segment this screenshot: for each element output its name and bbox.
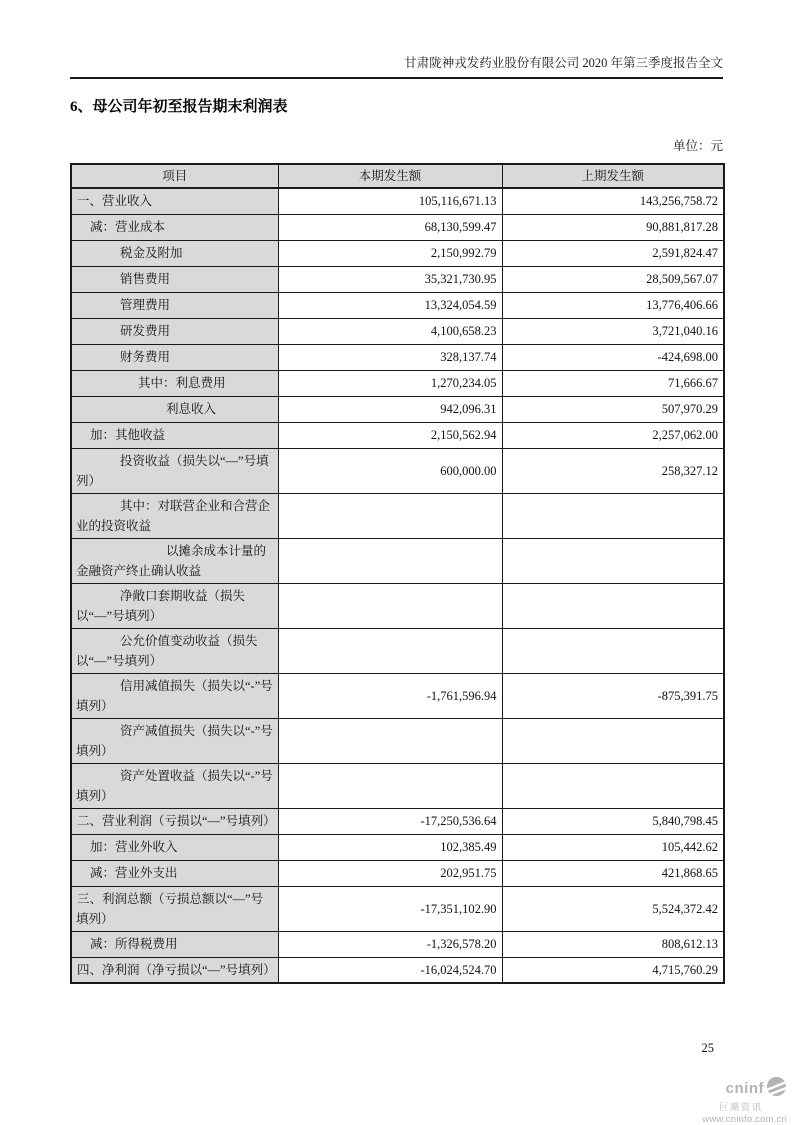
prior-period-value (502, 493, 724, 538)
table-row (71, 673, 724, 718)
row-label: 加：其他收益 (71, 422, 278, 448)
current-period-value (278, 718, 502, 763)
row-label: 减：营业成本 (71, 214, 278, 240)
cninfo-swirl-icon (766, 1076, 787, 1101)
current-period-value: 4,100,658.23 (278, 318, 502, 344)
table-row (71, 834, 724, 860)
table-row (71, 763, 724, 808)
row-label: 利息收入 (71, 396, 278, 422)
current-period-value: -1,326,578.20 (278, 931, 502, 957)
row-label: 信用减值损失（损失以“-”号填列） (71, 673, 278, 718)
prior-period-value: 5,840,798.45 (502, 808, 724, 834)
prior-period-value: 5,524,372.42 (502, 886, 724, 931)
current-period-value: 1,270,234.05 (278, 370, 502, 396)
prior-period-value: 507,970.29 (502, 396, 724, 422)
unit-label: 单位：元 (672, 139, 723, 153)
page-number: 25 (701, 1041, 714, 1055)
prior-period-value: 421,868.65 (502, 860, 724, 886)
prior-period-value (502, 763, 724, 808)
table-row (71, 292, 724, 318)
prior-period-value (502, 583, 724, 628)
prior-period-value: 13,776,406.66 (502, 292, 724, 318)
row-label: 公允价值变动收益（损失以“—”号填列） (71, 628, 278, 673)
prior-period-value: 143,256,758.72 (502, 188, 724, 214)
current-period-value: -17,351,102.90 (278, 886, 502, 931)
current-period-value: 105,116,671.13 (278, 188, 502, 214)
current-period-value (278, 628, 502, 673)
prior-period-value: 258,327.12 (502, 448, 724, 493)
row-label: 四、净利润（净亏损以“—”号填列） (71, 957, 278, 983)
table-row (71, 266, 724, 292)
table-row (71, 318, 724, 344)
row-label: 管理费用 (71, 292, 278, 318)
prior-period-value (502, 718, 724, 763)
row-label: 净敞口套期收益（损失以“—”号填列） (71, 583, 278, 628)
table-row (71, 808, 724, 834)
table-header-row (71, 164, 724, 188)
prior-period-value: 2,591,824.47 (502, 240, 724, 266)
table-row (71, 448, 724, 493)
table-row (71, 860, 724, 886)
current-period-value: 35,321,730.95 (278, 266, 502, 292)
section-title: 6、母公司年初至报告期末利润表 (70, 99, 288, 115)
prior-period-value: 4,715,760.29 (502, 957, 724, 983)
prior-period-value: 3,721,040.16 (502, 318, 724, 344)
current-period-value (278, 763, 502, 808)
current-period-value (278, 583, 502, 628)
prior-period-value: -875,391.75 (502, 673, 724, 718)
table-row (71, 718, 724, 763)
current-period-value: -16,024,524.70 (278, 957, 502, 983)
table-row (71, 344, 724, 370)
row-label: 资产处置收益（损失以“-”号填列） (71, 763, 278, 808)
prior-period-value (502, 628, 724, 673)
row-label: 财务费用 (71, 344, 278, 370)
table-body (71, 188, 724, 983)
row-label: 加：营业外收入 (71, 834, 278, 860)
cninfo-brand-chinese: 巨潮资讯 (718, 1102, 763, 1112)
current-period-value: 600,000.00 (278, 448, 502, 493)
table-row (71, 396, 724, 422)
current-period-value (278, 493, 502, 538)
table-row (71, 628, 724, 673)
row-label: 减：所得税费用 (71, 931, 278, 957)
column-header-current-period: 本期发生额 (278, 164, 502, 188)
row-label: 销售费用 (71, 266, 278, 292)
table-row (71, 214, 724, 240)
cninfo-logo-top (677, 1076, 787, 1101)
prior-period-value: 90,881,817.28 (502, 214, 724, 240)
current-period-value: 202,951.75 (278, 860, 502, 886)
current-period-value: 102,385.49 (278, 834, 502, 860)
column-header-item: 项目 (71, 164, 278, 188)
table-row (71, 538, 724, 583)
row-label: 二、营业利润（亏损以“—”号填列） (71, 808, 278, 834)
table-row (71, 957, 724, 983)
table-row (71, 240, 724, 266)
current-period-value: 68,130,599.47 (278, 214, 502, 240)
row-label: 其中：利息费用 (71, 370, 278, 396)
table-row (71, 583, 724, 628)
table-row (71, 886, 724, 931)
prior-period-value: -424,698.00 (502, 344, 724, 370)
current-period-value: 942,096.31 (278, 396, 502, 422)
table-row (71, 422, 724, 448)
prior-period-value: 28,509,567.07 (502, 266, 724, 292)
prior-period-value: 2,257,062.00 (502, 422, 724, 448)
page-content (70, 55, 723, 984)
current-period-value (278, 538, 502, 583)
row-label: 一、营业收入 (71, 188, 278, 214)
current-period-value: 13,324,054.59 (278, 292, 502, 318)
table-row (71, 188, 724, 214)
current-period-value: 2,150,562.94 (278, 422, 502, 448)
row-label: 税金及附加 (71, 240, 278, 266)
row-label: 减：营业外支出 (71, 860, 278, 886)
current-period-value: -1,761,596.94 (278, 673, 502, 718)
cninfo-brand-text: cninf (725, 1080, 764, 1097)
cninfo-url: www.cninfo.com.cn (702, 1114, 787, 1125)
table-row (71, 370, 724, 396)
row-label: 研发费用 (71, 318, 278, 344)
table-row (71, 493, 724, 538)
row-label: 资产减值损失（损失以“-”号填列） (71, 718, 278, 763)
cninfo-logo (677, 1076, 787, 1125)
prior-period-value: 105,442.62 (502, 834, 724, 860)
prior-period-value: 71,666.67 (502, 370, 724, 396)
prior-period-value: 808,612.13 (502, 931, 724, 957)
row-label: 投资收益（损失以“—”号填列） (71, 448, 278, 493)
current-period-value: 2,150,992.79 (278, 240, 502, 266)
column-header-prior-period: 上期发生额 (502, 164, 724, 188)
row-label: 三、利润总额（亏损总额以“—”号填列） (71, 886, 278, 931)
current-period-value: -17,250,536.64 (278, 808, 502, 834)
table-row (71, 931, 724, 957)
row-label: 其中：对联营企业和合营企业的投资收益 (71, 493, 278, 538)
prior-period-value (502, 538, 724, 583)
row-label: 以摊余成本计量的金融资产终止确认收益 (71, 538, 278, 583)
report-header-title: 甘肃陇神戎发药业股份有限公司 2020 年第三季度报告全文 (70, 55, 723, 79)
income-statement-table (70, 163, 725, 984)
current-period-value: 328,137.74 (278, 344, 502, 370)
